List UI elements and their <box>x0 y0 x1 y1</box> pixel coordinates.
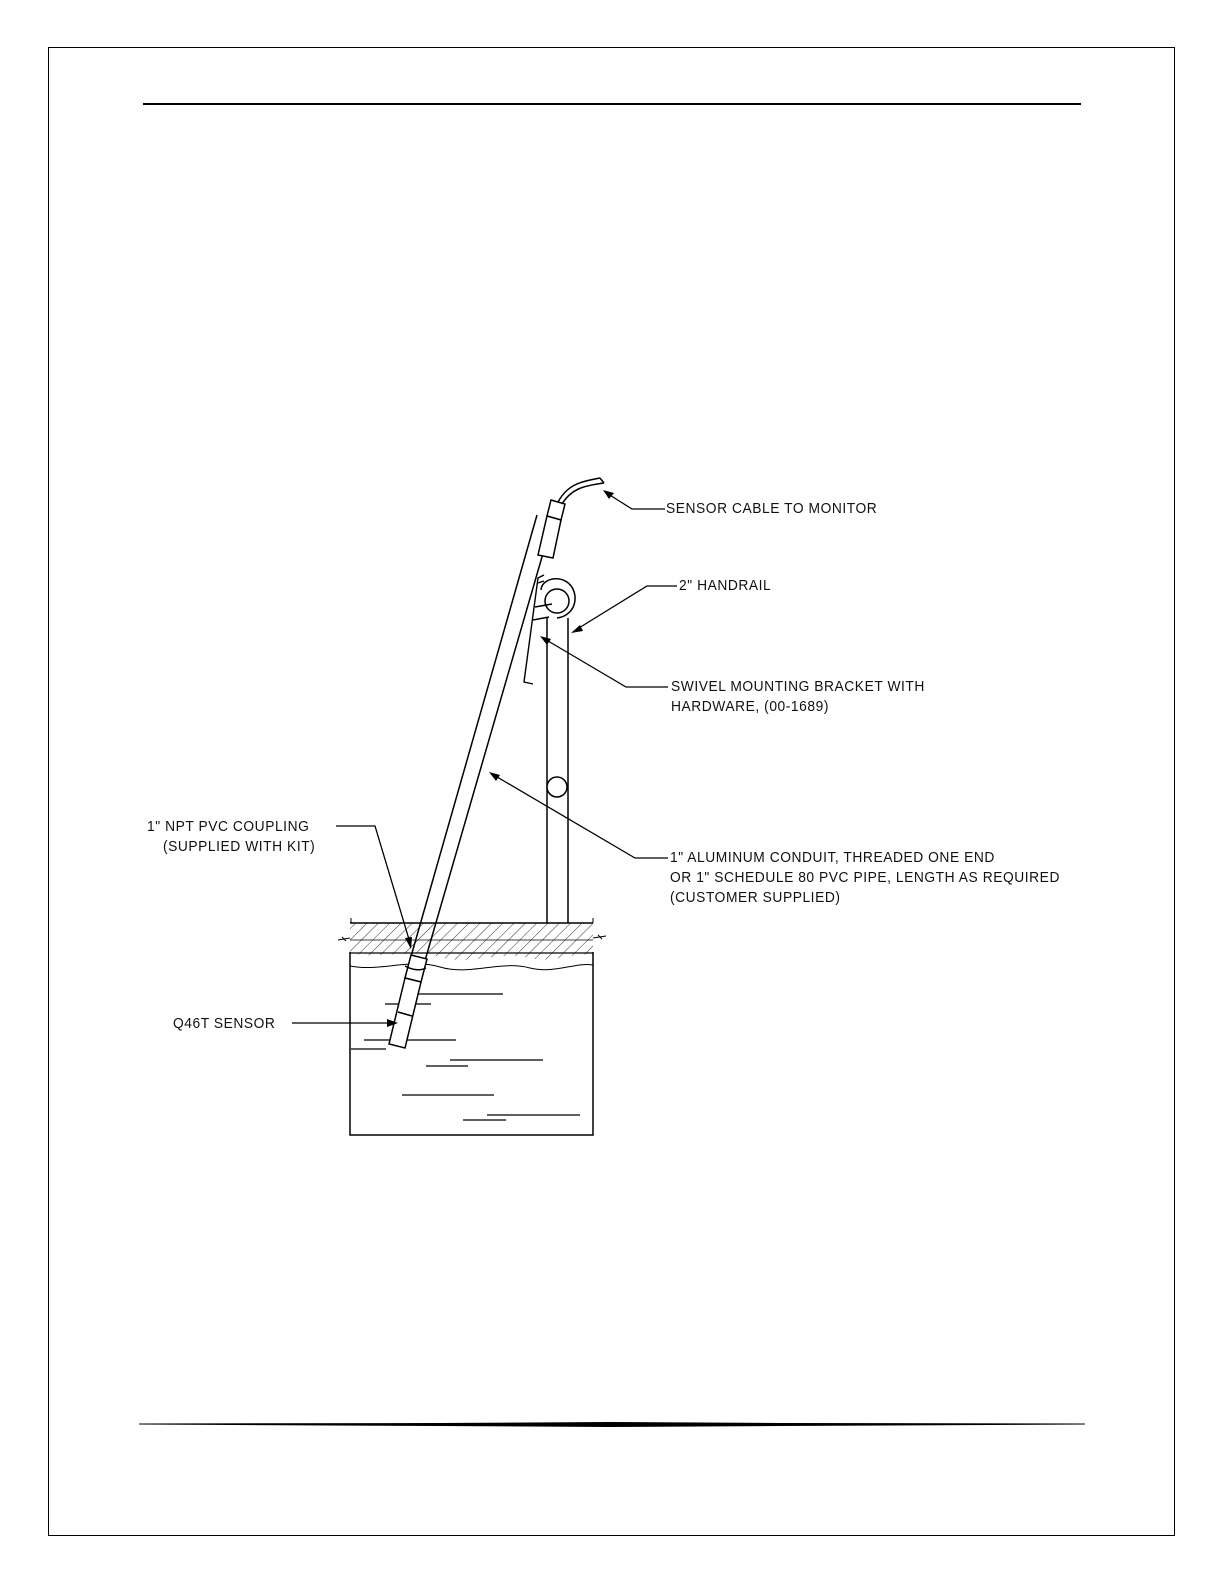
concrete-slab <box>338 918 606 970</box>
callout-sensor: Q46T SENSOR <box>173 1015 276 1032</box>
tank <box>350 952 593 1135</box>
callout-conduit-line2: OR 1" SCHEDULE 80 PVC PIPE, LENGTH AS REQUIRED <box>670 869 1060 886</box>
callout-sensor-cable: SENSOR CABLE TO MONITOR <box>666 500 878 517</box>
callout-conduit-line1: 1" ALUMINUM CONDUIT, THREADED ONE END <box>670 849 995 866</box>
q46t-sensor <box>389 978 421 1048</box>
callout-handrail: 2" HANDRAIL <box>679 577 772 594</box>
cable-fitting <box>538 478 604 558</box>
callout-bracket-line2: HARDWARE, (00-1689) <box>671 698 829 715</box>
pvc-coupling <box>405 955 427 982</box>
callout-coupling-line1: 1" NPT PVC COUPLING <box>147 818 310 835</box>
handrail-top <box>541 579 575 618</box>
callout-conduit-line3: (CUSTOMER SUPPLIED) <box>670 889 841 906</box>
handrail-post <box>547 618 568 923</box>
callout-coupling-line2: (SUPPLIED WITH KIT) <box>163 838 316 855</box>
water-lines <box>351 994 580 1120</box>
conduit-pipe <box>410 515 553 964</box>
swivel-bracket <box>524 575 552 684</box>
callout-bracket-line1: SWIVEL MOUNTING BRACKET WITH <box>671 678 925 695</box>
